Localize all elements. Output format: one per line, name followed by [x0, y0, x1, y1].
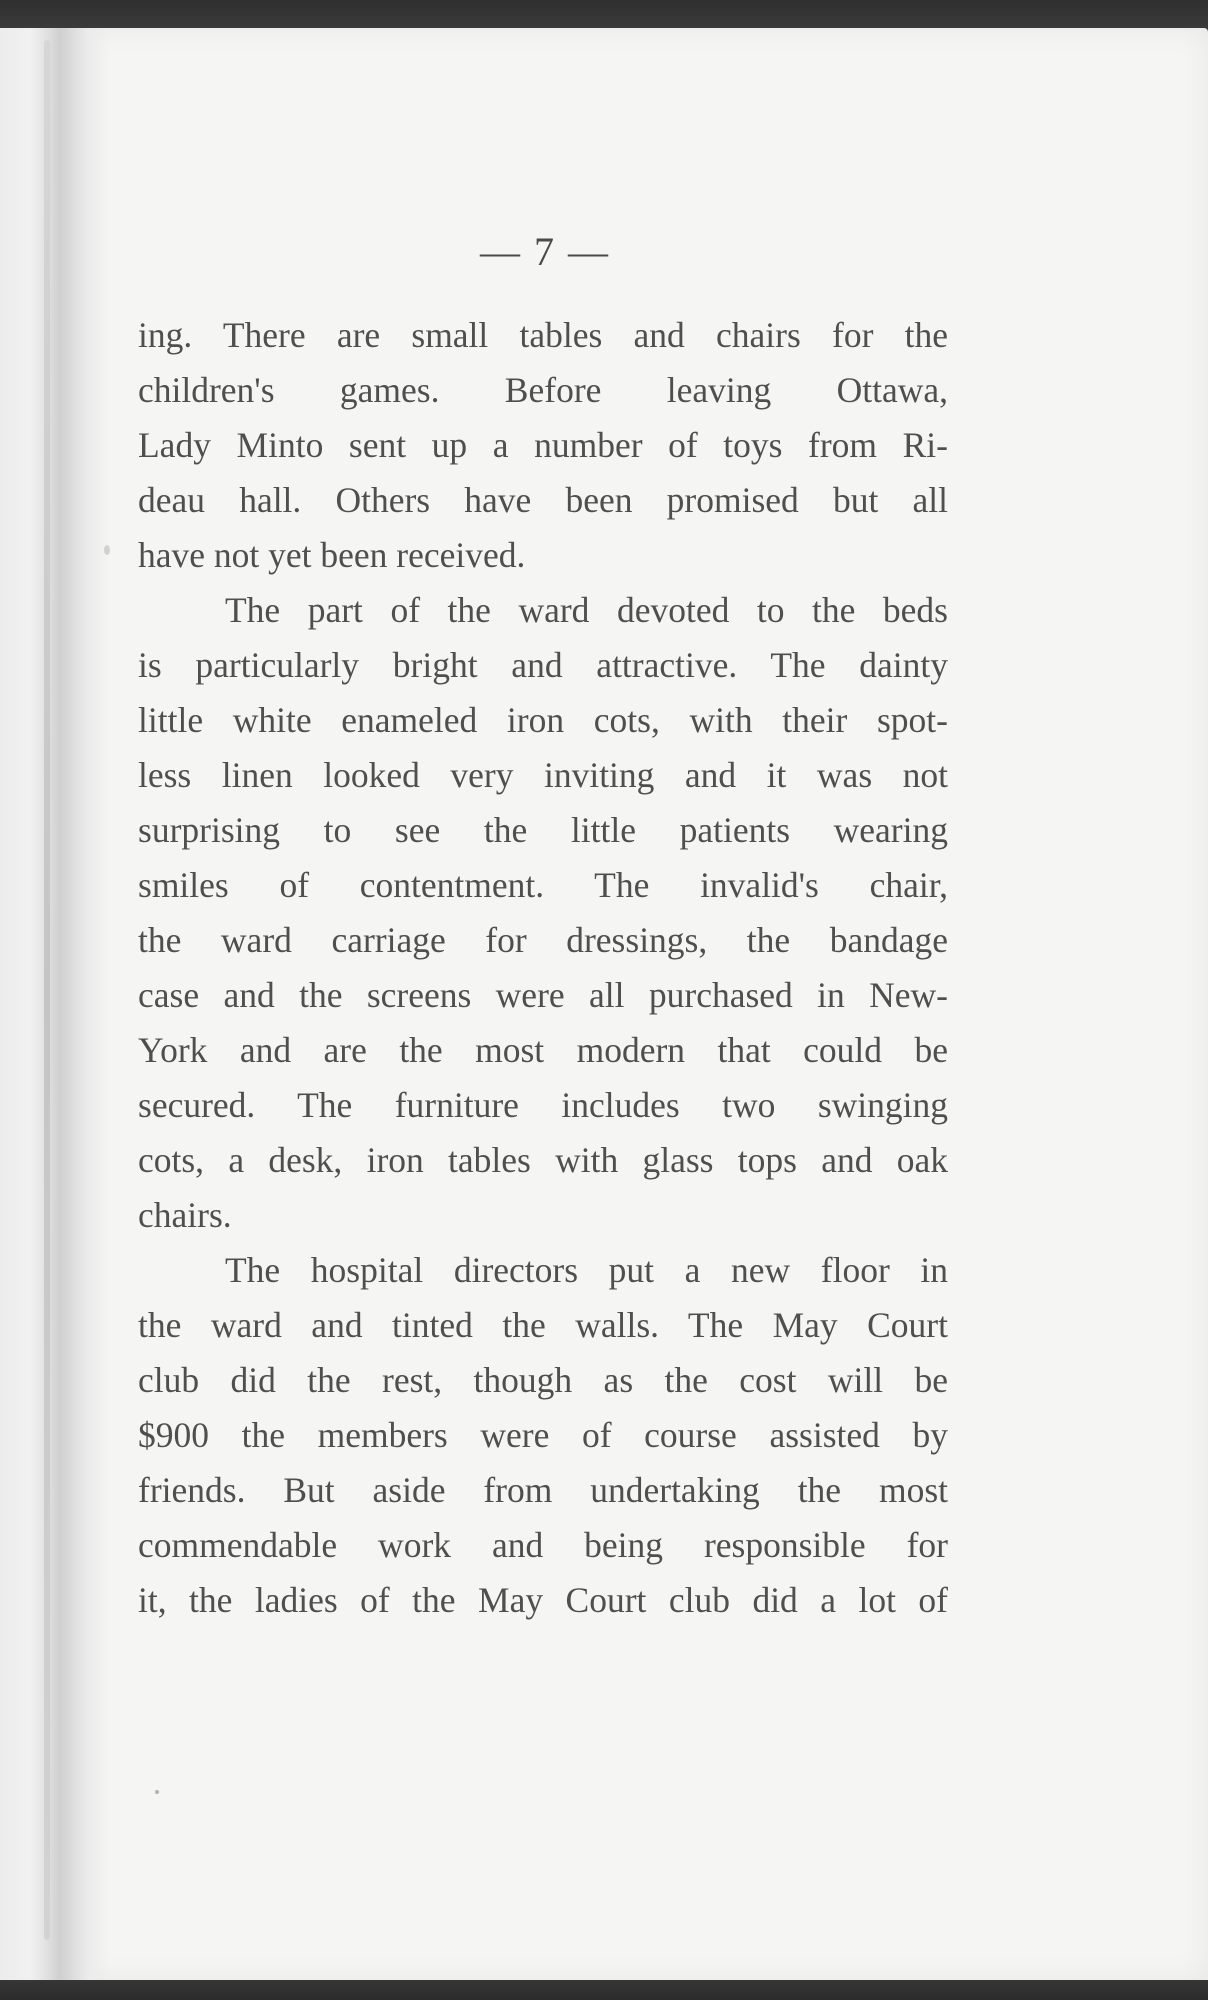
text-line: club did the rest, though as the cost will be [138, 1360, 948, 1400]
text-line: deau hall. Others have been promised but all [138, 480, 948, 520]
text-line: surprising to see the little patients wearing [138, 810, 948, 850]
text-line: $900 the members were of course assisted by [138, 1415, 948, 1455]
paper-speck [155, 1790, 159, 1794]
text-line: Lady Minto sent up a number of toys from Ri- [138, 425, 948, 465]
body-text [138, 308, 948, 1628]
text-line: the ward carriage for dressings, the bandage [138, 920, 948, 960]
paper-speck [104, 545, 110, 555]
paragraph-1 [138, 308, 948, 583]
text-line: is particularly bright and attractive. The dainty [138, 645, 948, 685]
text-line: York and are the most modern that could be [138, 1030, 948, 1070]
text-line: case and the screens were all purchased in New- [138, 975, 948, 1015]
text-line: secured. The furniture includes two swinging [138, 1085, 948, 1125]
text-line: the ward and tinted the walls. The May Court [138, 1305, 948, 1345]
text-line: The hospital directors put a new floor in [225, 1250, 948, 1290]
page-number: — 7 — [480, 229, 610, 274]
text-line: it, the ladies of the May Court club did a lot of [138, 1580, 948, 1620]
text-line: ing. There are small tables and chairs for the [138, 315, 948, 355]
binding-shadow [0, 28, 110, 1980]
text-line: less linen looked very inviting and it was not [138, 755, 948, 795]
text-line: smiles of contentment. The invalid's chair, [138, 865, 948, 905]
text-line: cots, a desk, iron tables with glass tops and oak [138, 1140, 948, 1180]
text-line: commendable work and being responsible for [138, 1525, 948, 1565]
paragraph-2 [138, 583, 948, 1243]
text-line: friends. But aside from undertaking the most [138, 1470, 948, 1510]
text-line: little white enameled iron cots, with their spot- [138, 700, 948, 740]
paragraph-3 [138, 1243, 948, 1628]
text-line: children's games. Before leaving Ottawa, [138, 370, 948, 410]
text-line: chairs. [138, 1195, 232, 1235]
binding-edge [44, 40, 50, 1940]
text-line: have not yet been received. [138, 535, 526, 575]
text-line: The part of the ward devoted to the beds [225, 590, 948, 630]
